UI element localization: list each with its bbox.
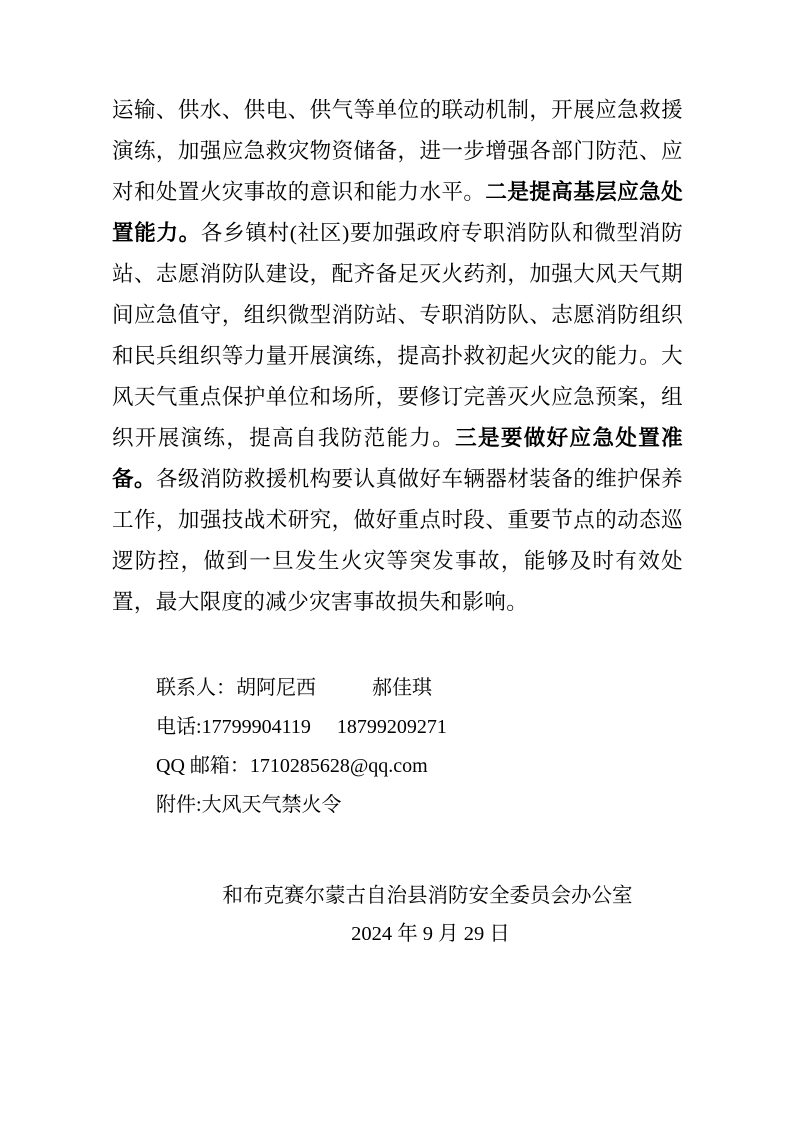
contact-block [112,669,683,825]
paragraph-segment-2: 各乡镇村(社区)要加强政府专职消防队和微型消防站、志愿消防队建设，配齐备足灭火药剂，加强大风天气期间应急值守，组织微型消防站、专职消防队、志愿消防组织和民兵组织等力量开展演练，提高扑救初起火灾的能力。大风天气重点保护单位和场所，要修订完善灭火应急预案，组织开展演练，提高自我防范能力。 [112,221,683,450]
attachment-label: 附件: [156,794,202,816]
signature-organization: 和布克赛尔蒙古自治县消防安全委员会办公室 [222,885,633,907]
paragraph-segment-3: 各级消防救援机构要认真做好车辆器材装备的维护保养工作，加强技战术研究，做好重点时段、重要节点的动态巡逻防控，做到一旦发生火灾等突发事故，能够及时有效处置，最大限度的减少灾害事故损失和影响。 [112,467,683,614]
signature-block [112,877,683,953]
contact-person-name-2: 郝佳琪 [372,677,432,699]
attachment-value: 大风天气禁火令 [201,794,342,816]
paragraph-bold-heading-1: 二是提高基层应急处置能力。 [112,180,683,245]
contact-phone-1: 17799904119 [201,716,311,738]
contact-person-name-1: 胡阿尼西 [236,677,316,699]
signature-date: 2024 年 9 月 29 日 [351,923,510,945]
contact-person-label: 联系人： [156,677,236,699]
paragraph-bold-heading-2: 三是要做好应急处置准备。 [112,426,683,491]
attachment-line [156,786,683,825]
contact-qq-line [156,747,683,786]
main-paragraph-block [112,90,683,623]
contact-phone-2: 18799209271 [336,716,447,738]
contact-qq-value: 1710285628@qq.com [249,755,428,777]
paragraph-segment-1: 运输、供水、供电、供气等单位的联动机制，开展应急救援演练，加强应急救灾物资储备，进一步增强各部门防范、应对和处置火灾事故的意识和能力水平。 [112,98,683,204]
contact-qq-label: QQ 邮箱： [156,755,250,777]
contact-person-line [156,669,683,708]
contact-phone-line [156,708,683,747]
contact-phone-label: 电话: [156,716,202,738]
main-paragraph [112,90,683,623]
